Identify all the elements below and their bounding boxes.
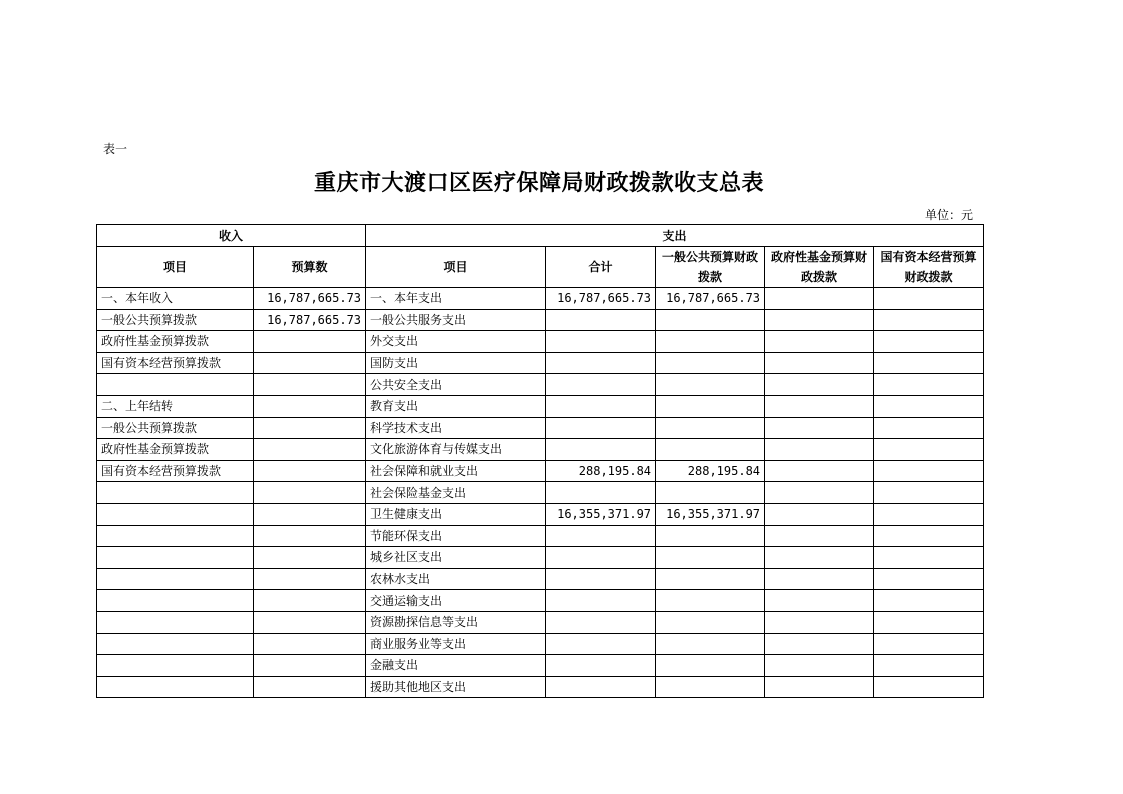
income-budget-cell: [254, 547, 366, 569]
income-item-cell: [97, 633, 254, 655]
expense-general-cell: [656, 352, 765, 374]
income-item-cell: [97, 676, 254, 698]
expense-gov-fund-cell: [765, 611, 874, 633]
table-row: [97, 633, 984, 655]
expense-total-cell: [546, 611, 656, 633]
expense-total-cell: [546, 482, 656, 504]
table-row: [97, 482, 984, 504]
table-row: [97, 395, 984, 417]
income-budget-cell: [254, 374, 366, 396]
income-budget-cell: [254, 503, 366, 525]
expense-item-cell: 农林水支出: [366, 568, 546, 590]
expense-item-cell: 外交支出: [366, 331, 546, 353]
income-budget-cell: [254, 633, 366, 655]
income-budget-cell: [254, 439, 366, 461]
expense-state-capital-cell: [874, 352, 984, 374]
expense-state-capital-cell: [874, 309, 984, 331]
income-item-cell: [97, 482, 254, 504]
income-header: 收入: [97, 225, 366, 247]
expense-general-cell: [656, 417, 765, 439]
unit-label: 单位：元: [924, 208, 973, 222]
expense-general-cell: [656, 655, 765, 677]
expense-gov-fund-cell: [765, 503, 874, 525]
expense-item-cell: 社会保障和就业支出: [366, 460, 546, 482]
table-row: [97, 568, 984, 590]
income-item-cell: 一、本年收入: [97, 288, 254, 310]
expense-state-capital-cell: [874, 633, 984, 655]
expense-general-cell: [656, 525, 765, 547]
expense-item-cell: 商业服务业等支出: [366, 633, 546, 655]
expense-gov-fund-cell: [765, 331, 874, 353]
expense-item-cell: 社会保险基金支出: [366, 482, 546, 504]
table-row: [97, 460, 984, 482]
income-item-cell: [97, 568, 254, 590]
expense-item-cell: 一般公共服务支出: [366, 309, 546, 331]
expense-item-cell: 科学技术支出: [366, 417, 546, 439]
expense-gov-fund-cell: [765, 676, 874, 698]
expense-gov-fund-cell: [765, 547, 874, 569]
expense-gov-fund-cell: [765, 525, 874, 547]
table-row: [97, 309, 984, 331]
expense-state-capital-cell: [874, 611, 984, 633]
table-number: 表一: [103, 142, 128, 156]
income-item-cell: 政府性基金预算拨款: [97, 439, 254, 461]
income-budget-cell: [254, 331, 366, 353]
expense-total-cell: [546, 547, 656, 569]
expense-general-cell: [656, 482, 765, 504]
income-item-cell: 一般公共预算拨款: [97, 309, 254, 331]
expense-state-capital-cell: [874, 590, 984, 612]
table-row: [97, 525, 984, 547]
income-budget-cell: [254, 352, 366, 374]
expense-state-capital-cell: [874, 503, 984, 525]
income-item-cell: [97, 611, 254, 633]
expense-total-cell: [546, 590, 656, 612]
expense-item-cell: 卫生健康支出: [366, 503, 546, 525]
expense-state-capital-cell: [874, 568, 984, 590]
expense-total-cell: [546, 655, 656, 677]
expense-item-cell: 城乡社区支出: [366, 547, 546, 569]
expense-general-cell: 16,355,371.97: [656, 503, 765, 525]
income-budget-cell: [254, 482, 366, 504]
expense-item-cell: 资源勘探信息等支出: [366, 611, 546, 633]
expense-total-cell: [546, 676, 656, 698]
income-item-cell: [97, 590, 254, 612]
expense-gov-fund-cell: [765, 633, 874, 655]
header-row-groups: [97, 225, 984, 247]
budget-summary-table: [96, 224, 984, 698]
table-row: [97, 352, 984, 374]
table-row: [97, 611, 984, 633]
income-budget-cell: 16,787,665.73: [254, 288, 366, 310]
expense-gov-fund-cell: [765, 288, 874, 310]
expense-general-cell: [656, 309, 765, 331]
expense-state-capital-cell: [874, 395, 984, 417]
expense-item-cell: 金融支出: [366, 655, 546, 677]
income-budget-cell: 16,787,665.73: [254, 309, 366, 331]
income-item-cell: 国有资本经营预算拨款: [97, 352, 254, 374]
expense-general-cell: [656, 611, 765, 633]
income-budget-cell: [254, 395, 366, 417]
expense-gov-fund-cell: [765, 439, 874, 461]
expense-general-cell: [656, 395, 765, 417]
table-row: [97, 676, 984, 698]
income-budget-cell: [254, 611, 366, 633]
table-row: [97, 655, 984, 677]
table-row: [97, 288, 984, 310]
expense-state-capital-cell: [874, 331, 984, 353]
income-budget-cell: [254, 460, 366, 482]
table-row: [97, 439, 984, 461]
table-row: [97, 503, 984, 525]
expense-item-cell: 一、本年支出: [366, 288, 546, 310]
table-row: [97, 331, 984, 353]
expense-total-cell: [546, 439, 656, 461]
income-budget-cell: [254, 655, 366, 677]
expense-total-cell: 288,195.84: [546, 460, 656, 482]
income-item-cell: 二、上年结转: [97, 395, 254, 417]
expense-state-capital-cell: [874, 676, 984, 698]
expense-total-cell: [546, 525, 656, 547]
expense-total-cell: [546, 309, 656, 331]
expense-item-cell: 国防支出: [366, 352, 546, 374]
expense-state-capital-cell: [874, 439, 984, 461]
expense-state-capital-cell: [874, 482, 984, 504]
table-row: [97, 374, 984, 396]
income-budget-cell: [254, 525, 366, 547]
expense-gov-fund-cell: [765, 655, 874, 677]
expense-state-capital-cell: [874, 655, 984, 677]
expense-general-cell: [656, 374, 765, 396]
expense-header: 支出: [366, 225, 984, 247]
expense-item-header: 项目: [366, 247, 546, 288]
expense-gov-fund-cell: [765, 460, 874, 482]
income-budget-header: 预算数: [254, 247, 366, 288]
header-row-columns: [97, 247, 984, 288]
income-budget-cell: [254, 590, 366, 612]
income-budget-cell: [254, 676, 366, 698]
income-budget-cell: [254, 417, 366, 439]
expense-general-header: 一般公共预算财政拨款: [656, 247, 765, 288]
expense-gov-fund-cell: [765, 374, 874, 396]
expense-general-cell: [656, 439, 765, 461]
expense-total-cell: [546, 331, 656, 353]
income-item-cell: 国有资本经营预算拨款: [97, 460, 254, 482]
income-item-cell: [97, 503, 254, 525]
expense-state-capital-header: 国有资本经营预算财政拨款: [874, 247, 984, 288]
income-item-cell: [97, 655, 254, 677]
expense-state-capital-cell: [874, 374, 984, 396]
expense-total-cell: [546, 417, 656, 439]
expense-general-cell: [656, 331, 765, 353]
table-row: [97, 417, 984, 439]
expense-general-cell: 288,195.84: [656, 460, 765, 482]
expense-state-capital-cell: [874, 460, 984, 482]
income-item-cell: [97, 547, 254, 569]
expense-general-cell: [656, 590, 765, 612]
expense-gov-fund-cell: [765, 309, 874, 331]
expense-gov-fund-cell: [765, 395, 874, 417]
expense-total-cell: [546, 352, 656, 374]
expense-state-capital-cell: [874, 417, 984, 439]
expense-state-capital-cell: [874, 525, 984, 547]
expense-item-cell: 节能环保支出: [366, 525, 546, 547]
expense-gov-fund-cell: [765, 417, 874, 439]
expense-gov-fund-cell: [765, 568, 874, 590]
expense-general-cell: [656, 547, 765, 569]
expense-state-capital-cell: [874, 547, 984, 569]
expense-item-cell: 援助其他地区支出: [366, 676, 546, 698]
income-item-cell: 一般公共预算拨款: [97, 417, 254, 439]
expense-total-header: 合计: [546, 247, 656, 288]
expense-general-cell: [656, 568, 765, 590]
expense-general-cell: [656, 633, 765, 655]
expense-total-cell: [546, 633, 656, 655]
expense-general-cell: [656, 676, 765, 698]
expense-general-cell: 16,787,665.73: [656, 288, 765, 310]
expense-gov-fund-cell: [765, 352, 874, 374]
income-item-cell: [97, 374, 254, 396]
expense-total-cell: 16,355,371.97: [546, 503, 656, 525]
income-item-cell: 政府性基金预算拨款: [97, 331, 254, 353]
expense-gov-fund-cell: [765, 590, 874, 612]
expense-state-capital-cell: [874, 288, 984, 310]
income-item-cell: [97, 525, 254, 547]
expense-gov-fund-header: 政府性基金预算财政拨款: [765, 247, 874, 288]
expense-total-cell: [546, 374, 656, 396]
expense-gov-fund-cell: [765, 482, 874, 504]
expense-item-cell: 公共安全支出: [366, 374, 546, 396]
expense-total-cell: [546, 395, 656, 417]
document-title: 重庆市大渡口区医疗保障局财政拨款收支总表: [313, 171, 764, 196]
expense-item-cell: 教育支出: [366, 395, 546, 417]
table-row: [97, 590, 984, 612]
income-item-header: 项目: [97, 247, 254, 288]
expense-total-cell: 16,787,665.73: [546, 288, 656, 310]
expense-item-cell: 交通运输支出: [366, 590, 546, 612]
expense-total-cell: [546, 568, 656, 590]
expense-item-cell: 文化旅游体育与传媒支出: [366, 439, 546, 461]
income-budget-cell: [254, 568, 366, 590]
table-row: [97, 547, 984, 569]
